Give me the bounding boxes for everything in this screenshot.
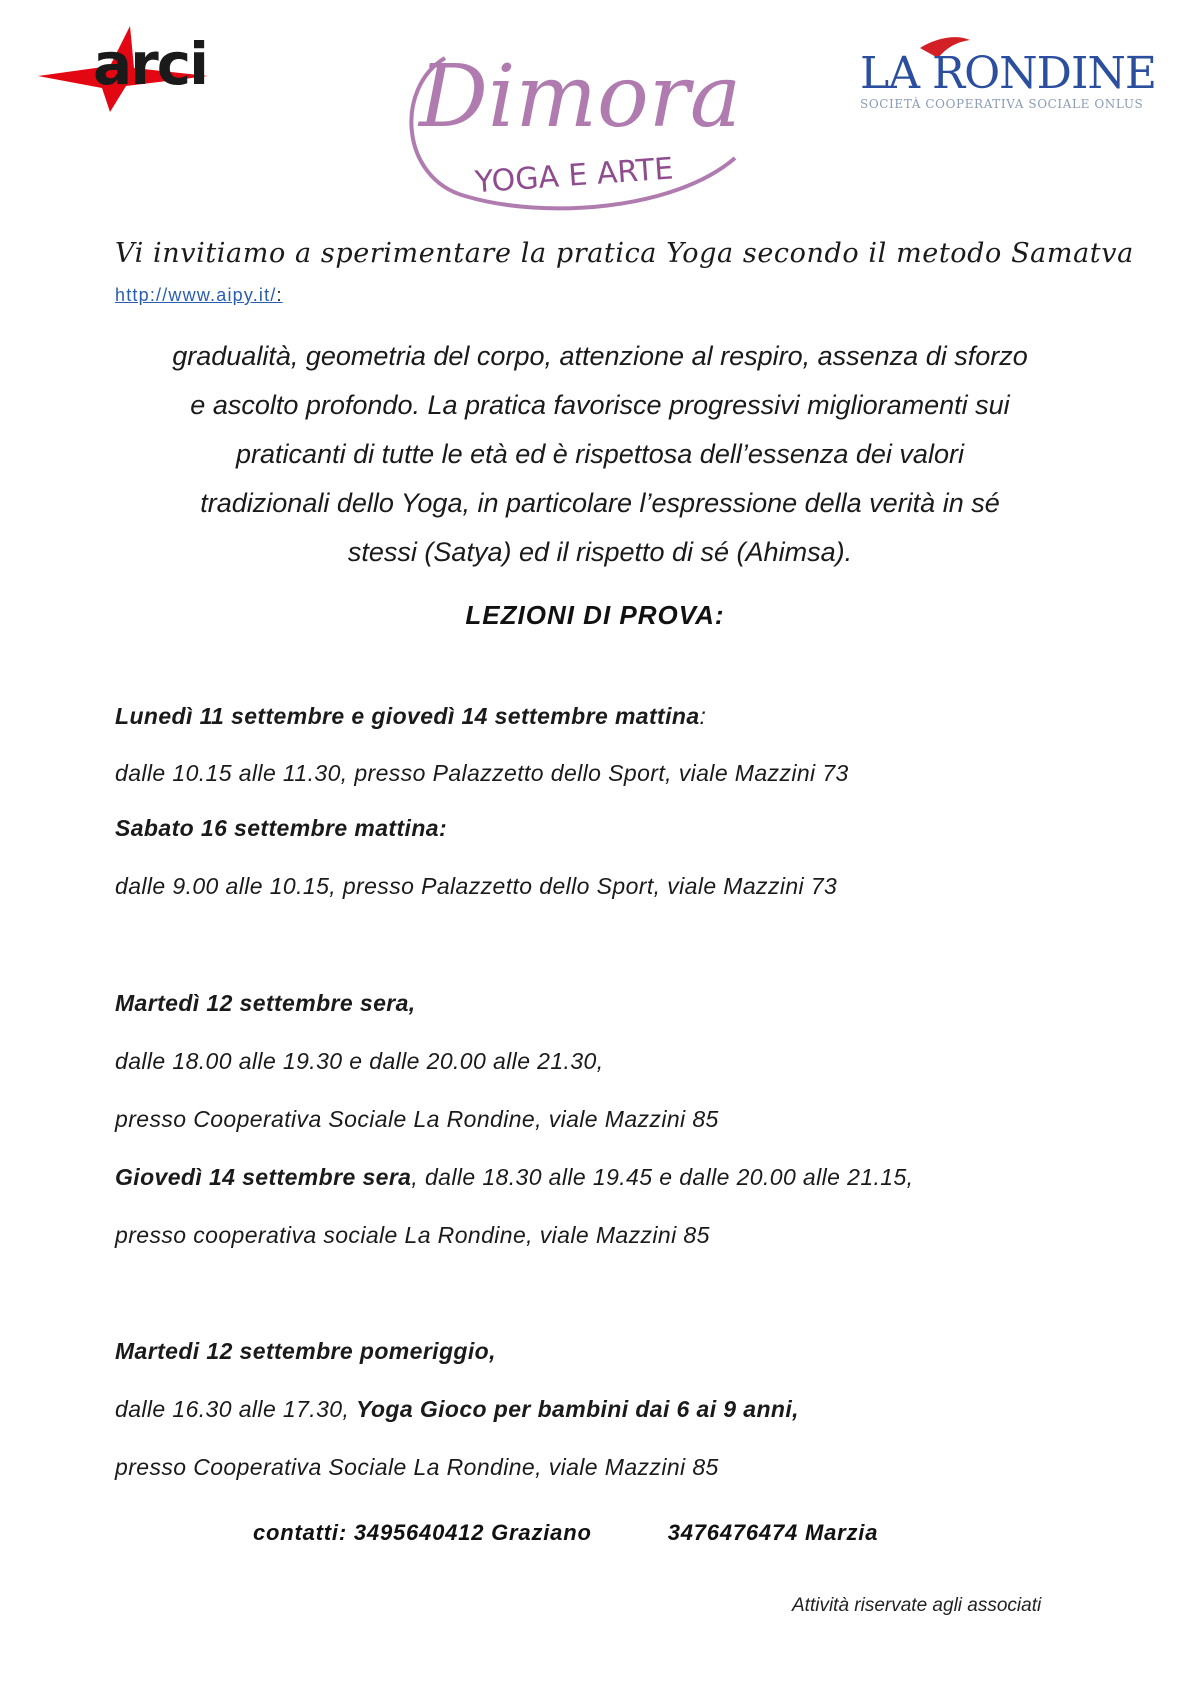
contact-graziano: contatti: 3495640412 Graziano — [253, 1520, 592, 1545]
schedule-line-7: presso Cooperativa Sociale La Rondine, viale Mazzini 85 — [115, 1106, 719, 1132]
schedule-line-1-bold: Lunedì 11 settembre e giovedì 14 settembre mattina — [115, 703, 700, 729]
description-line: gradualità, geometria del corpo, attenzione al respiro, assenza di sforzo — [172, 341, 1028, 371]
schedule-line-4: dalle 9.00 alle 10.15, presso Palazzetto dello Sport, viale Mazzini 73 — [115, 873, 838, 899]
schedule-line-9: presso cooperativa sociale La Rondine, viale Mazzini 85 — [115, 1222, 710, 1248]
schedule-line-8 — [115, 1164, 913, 1191]
schedule-line-12: presso Cooperativa Sociale La Rondine, viale Mazzini 85 — [115, 1454, 719, 1480]
schedule-line-6: dalle 18.00 alle 19.30 e dalle 20.00 alle 21.30, — [115, 1048, 604, 1074]
schedule-line-2: dalle 10.15 alle 11.30, presso Palazzetto dello Sport, viale Mazzini 73 — [115, 760, 849, 786]
arci-logo — [38, 26, 268, 112]
rondine-logo-name: LA RONDINE — [860, 48, 1156, 99]
schedule-line-8-rest: , dalle 18.30 alle 19.45 e dalle 20.00 alle 21.15, — [411, 1164, 914, 1190]
intro-text: Vi invitiamo a sperimentare la pratica Yoga secondo il metodo Samatva — [115, 238, 1134, 269]
aipy-link-suffix: : — [276, 285, 283, 305]
schedule-line-11-bold: Yoga Gioco per bambini dai 6 ai 9 anni, — [356, 1396, 799, 1422]
schedule-line-1-rest: : — [699, 703, 707, 729]
dimora-logo-name: Dimora — [419, 47, 742, 147]
la-rondine-logo — [858, 30, 1168, 114]
description-paragraph — [110, 332, 1090, 577]
contacts-line — [253, 1520, 878, 1546]
schedule-line-8-bold: Giovedì 14 settembre sera — [115, 1164, 412, 1190]
description-line: tradizionali dello Yoga, in particolare l’espressione della verità in sé — [200, 488, 1000, 518]
aipy-link-text[interactable]: http://www.aipy.it/ — [115, 285, 277, 305]
description-line: praticanti di tutte le età ed è rispettosa dell’essenza dei valori — [236, 439, 964, 469]
description-line: e ascolto profondo. La pratica favorisce progressivi miglioramenti sui — [190, 390, 1010, 420]
schedule-line-11 — [115, 1396, 799, 1423]
arci-logo-text: arci — [93, 30, 208, 98]
contact-marzia: 3476476474 Marzia — [667, 1520, 879, 1545]
schedule-line-5: Martedì 12 settembre sera, — [115, 990, 416, 1016]
aipy-link[interactable] — [115, 285, 283, 306]
schedule-line-11-normal: dalle 16.30 alle 17.30, — [115, 1396, 357, 1422]
members-only-note: Attività riservate agli associati — [792, 1595, 1042, 1616]
dimora-logo — [405, 38, 780, 220]
schedule-line-10: Martedi 12 settembre pomeriggio, — [115, 1338, 496, 1364]
schedule-line-3: Sabato 16 settembre mattina: — [115, 815, 448, 841]
schedule-line-1 — [115, 703, 706, 730]
description-line: stessi (Satya) ed il rispetto di sé (Ahimsa). — [347, 537, 853, 567]
trial-lessons-heading: LEZIONI DI PROVA: — [465, 600, 725, 630]
rondine-logo-subtitle: SOCIETÀ COOPERATIVA SOCIALE ONLUS — [860, 97, 1144, 111]
dimora-logo-subtitle: YOGA E ARTE — [473, 151, 675, 201]
